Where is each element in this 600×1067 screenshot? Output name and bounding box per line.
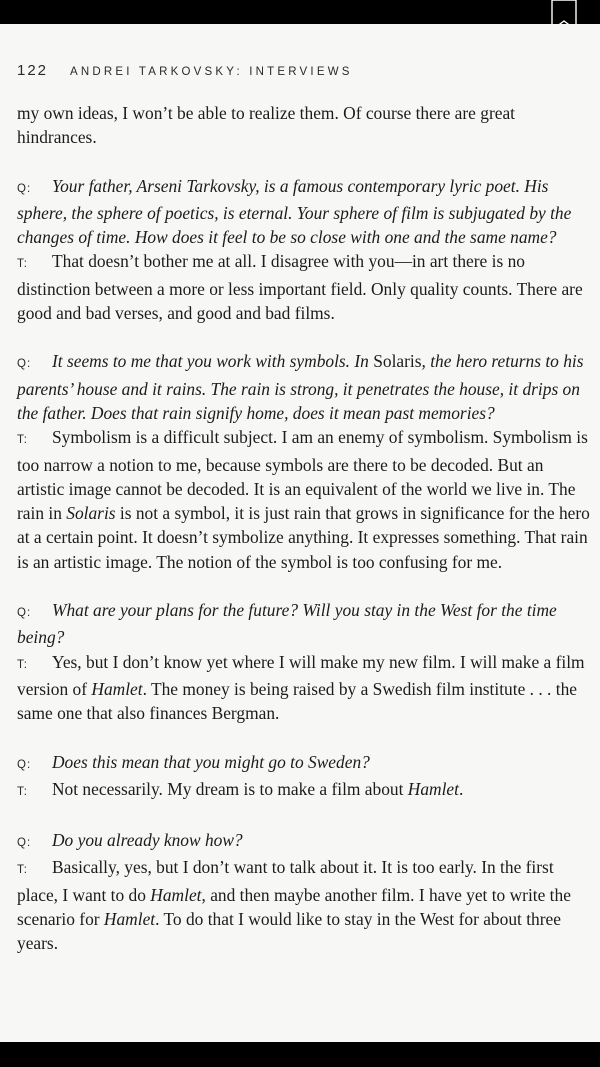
italic-text: What are your plans for the future? Will you stay in the West for the time being? [17, 600, 557, 648]
italic-text: Solaris [66, 503, 116, 524]
answer [17, 249, 592, 325]
italic-text: It seems to me that you work with symbols. In [52, 351, 374, 372]
interview-exchanges [17, 174, 592, 956]
italic-text: , the hero returns to his parents’ house and it rains. The rain is strong, it penetrates the house, it drips on the father. Does that rain signify home, does it mean past memories? [17, 351, 584, 423]
speaker-label: Q: [17, 758, 32, 771]
interview-exchange [17, 598, 592, 725]
italic-text: Do you already know how? [52, 830, 243, 851]
roman-text: , and then maybe another film. I have yet to write the scenario for [17, 884, 571, 930]
question [17, 598, 592, 650]
question [17, 750, 592, 777]
page-number: 122 [17, 62, 49, 79]
page-body [17, 101, 592, 980]
interview-exchange [17, 174, 592, 326]
interview-exchange [17, 828, 592, 955]
answer [17, 425, 592, 574]
speaker-label: T: [17, 434, 28, 447]
question [17, 174, 592, 250]
question [17, 349, 592, 425]
interview-exchange [17, 750, 592, 805]
speaker-label: Q: [17, 182, 32, 195]
roman-text: Yes, but I don’t know yet where I will make my new film. I will make a film version of [17, 651, 585, 699]
running-title: ANDREI TARKOVSKY: INTERVIEWS [70, 66, 353, 78]
intro-paragraph: my own ideas, I won’t be able to realize them. Of course there are great hindrances. [17, 103, 516, 148]
italic-text: Hamlet [91, 678, 143, 699]
roman-text: . [458, 778, 464, 799]
italic-text: Hamlet [407, 778, 459, 799]
roman-text: is not a symbol, it is just rain that grows in significance for the hero at a certain point. It doesn’t symbolize anything. It expresses something. That rain is an artistic image. The notion of the symbol is too confusing for me. [17, 503, 590, 572]
bottom-bar [0, 1042, 600, 1067]
italic-text: Hamlet [150, 884, 202, 905]
speaker-label: T: [17, 864, 28, 877]
roman-text: Solaris [373, 351, 422, 372]
roman-text: . The money is being raised by a Swedish film institute . . . the same one that also finances Bergman. [17, 678, 577, 724]
italic-text: Does this mean that you might go to Sweden? [52, 751, 370, 772]
italic-text: Your father, Arseni Tarkovsky, is a famous contemporary lyric poet. His sphere, the sphere of poetics, is eternal. Your sphere of film is subjugated by the changes of time. How does it feel to be so close with one and the same name? [17, 175, 572, 248]
roman-text: Not necessarily. My dream is to make a film about [52, 778, 408, 799]
speaker-label: Q: [17, 607, 32, 620]
speaker-label: T: [17, 658, 28, 671]
speaker-label: T: [17, 258, 28, 271]
speaker-label: T: [17, 785, 28, 798]
top-bar [0, 0, 600, 24]
answer [17, 650, 592, 726]
speaker-label: Q: [17, 358, 32, 371]
roman-text: . To do that I would like to stay in the West for about three years. [17, 909, 561, 954]
roman-text: That doesn’t bother me at all. I disagree with you—in art there is no distinction between a more or less important field. Only quality counts. There are good and bad verses, and good and bad films. [17, 251, 583, 324]
italic-text: Hamlet [103, 909, 156, 930]
roman-text: Symbolism is a difficult subject. I am an enemy of symbolism. Symbolism is too narrow a notion to me, because symbols are there to be decoded. But an artistic image cannot be decoded. It is an equivalent of the world we live in. The rain in [17, 427, 588, 524]
answer [17, 855, 592, 955]
page-header [17, 62, 353, 79]
roman-text: Basically, yes, but I don’t want to talk about it. It is too early. In the first place, I want to do [17, 857, 554, 905]
answer [17, 777, 592, 804]
question [17, 828, 592, 855]
speaker-label: Q: [17, 837, 32, 850]
interview-exchange [17, 349, 592, 574]
